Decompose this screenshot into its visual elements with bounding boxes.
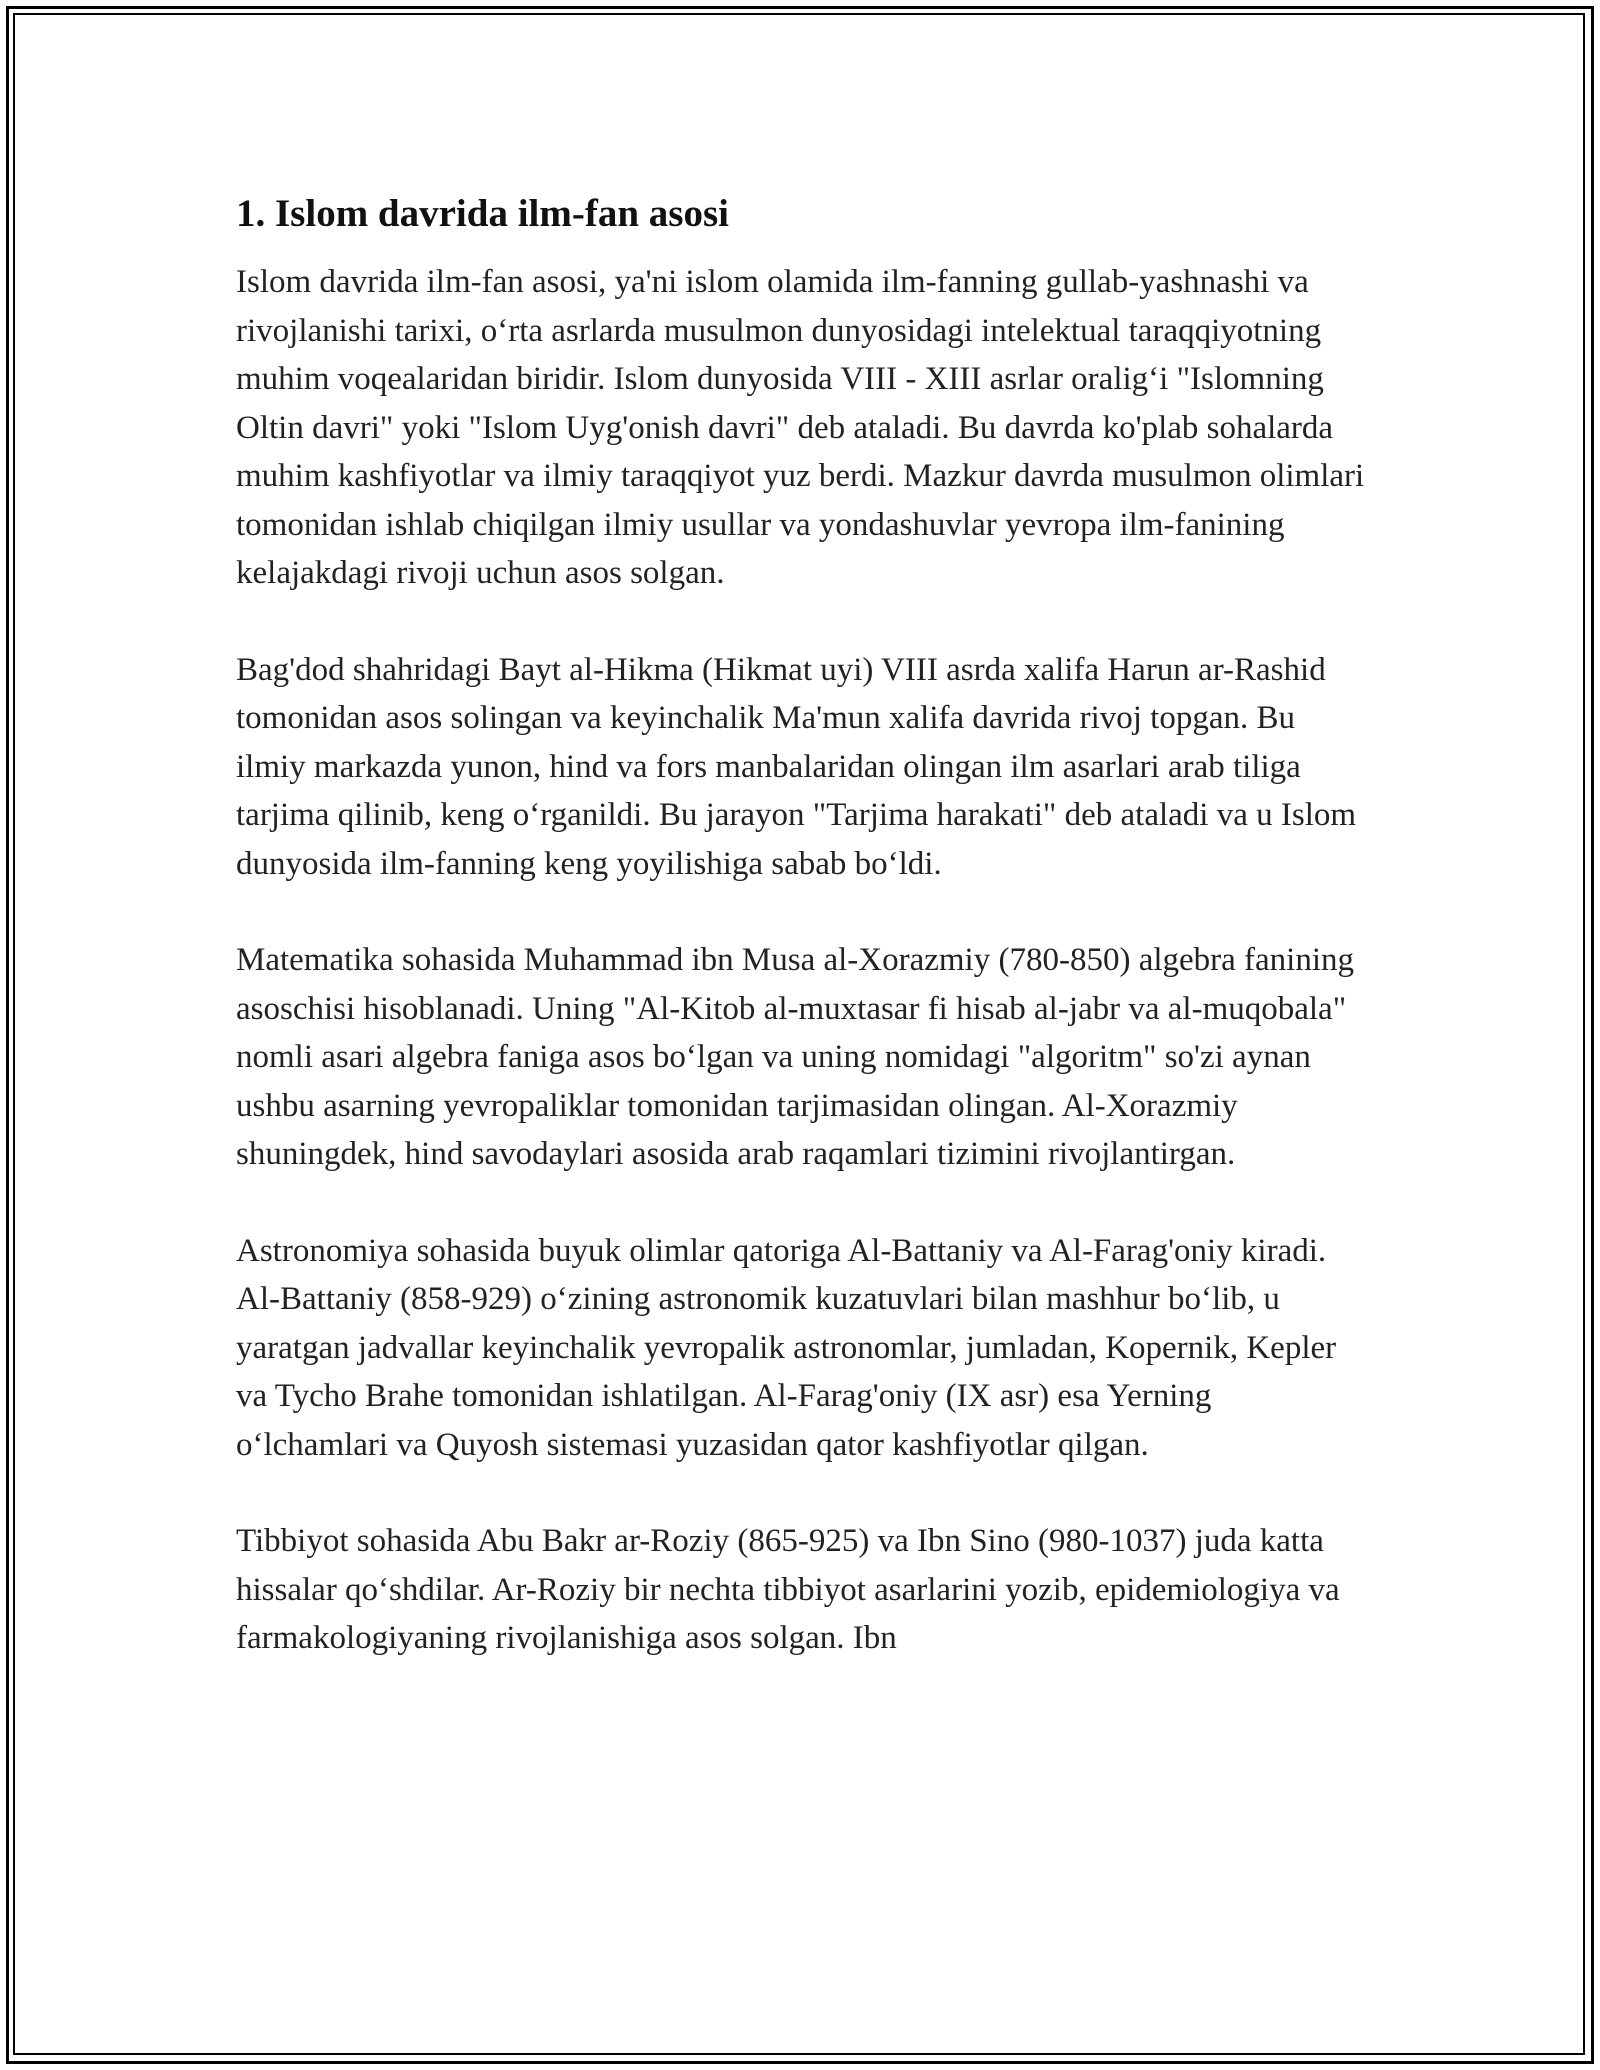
paragraph-intro: Islom davrida ilm-fan asosi, ya'ni islom olamida ilm-fanning gullab-yashnashi va rivojlanishi tarixi, o‘rta asrlarda musulmon dunyosidagi intelektual taraqqiyotning muhim voqealaridan biridir. Islom dunyosida VIII - XIII asrlar oralig‘i "Islomning Oltin davri" yoki "Islom Uyg'onish davri" deb ataladi. Bu davrda ko'plab sohalarda muhim kashfiyotlar va ilmiy taraqqiyot yuz berdi. Mazkur davrda musulmon olimlari tomonidan ishlab chiqilgan ilmiy usullar va yondashuvlar yevropa ilm-fanining kelajakdagi rivoji uchun asos solgan. [236,264,1365,591]
document-body [236,188,1370,1711]
paragraph-astronomy: Astronomiya sohasida buyuk olimlar qatoriga Al-Battaniy va Al-Farag'oniy kiradi. Al-Battaniy (858-929) o‘zining astronomik kuzatuvlari bilan mashhur bo‘lib, u yaratgan jadvallar keyinchalik yevropalik astronomlar, jumladan, Kopernik, Kepler va Tycho Brahe tomonidan ishlatilgan. Al-Farag'oniy (IX asr) esa Yerning o‘lchamlari va Quyosh sistemasi yuzasidan qator kashfiyotlar qilgan. [236,1232,1337,1463]
paragraph-medicine: Tibbiyot sohasida Abu Bakr ar-Roziy (865-925) va Ibn Sino (980-1037) juda katta hissalar qo‘shdilar. Ar-Roziy bir nechta tibbiyot asarlarini yozib, epidemiologiya va farmakologiyaning rivojlanishiga asos solgan. Ibn [236,1523,1340,1656]
paragraph-bayt-al-hikma: Bag'dod shahridagi Bayt al-Hikma (Hikmat uyi) VIII asrda xalifa Harun ar-Rashid tomonidan asos solingan va keyinchalik Ma'mun xalifa davrida rivoj topgan. Bu ilmiy markazda yunon, hind va fors manbalaridan olingan ilm asarlari arab tiliga tarjima qilinib, keng o‘rganildi. Bu jarayon "Tarjima harakati" deb ataladi va u Islom dunyosida ilm-fanning keng yoyilishiga sabab bo‘ldi. [236,651,1357,882]
paragraph-mathematics: Matematika sohasida Muhammad ibn Musa al-Xorazmiy (780-850) algebra fanining asoschisi hisoblanadi. Uning "Al-Kitob al-muxtasar fi hisab al-jabr va al-muqobala" nomli asari algebra faniga asos bo‘lgan va uning nomidagi "algoritm" so'zi aynan ushbu asarning yevropaliklar tomonidan tarjimasidan olingan. Al-Xorazmiy shuningdek, hind savodaylari asosida arab raqamlari tizimini rivojlantirgan. [236,942,1355,1172]
section-heading: 1. Islom davrida ilm-fan asosi [236,192,729,235]
